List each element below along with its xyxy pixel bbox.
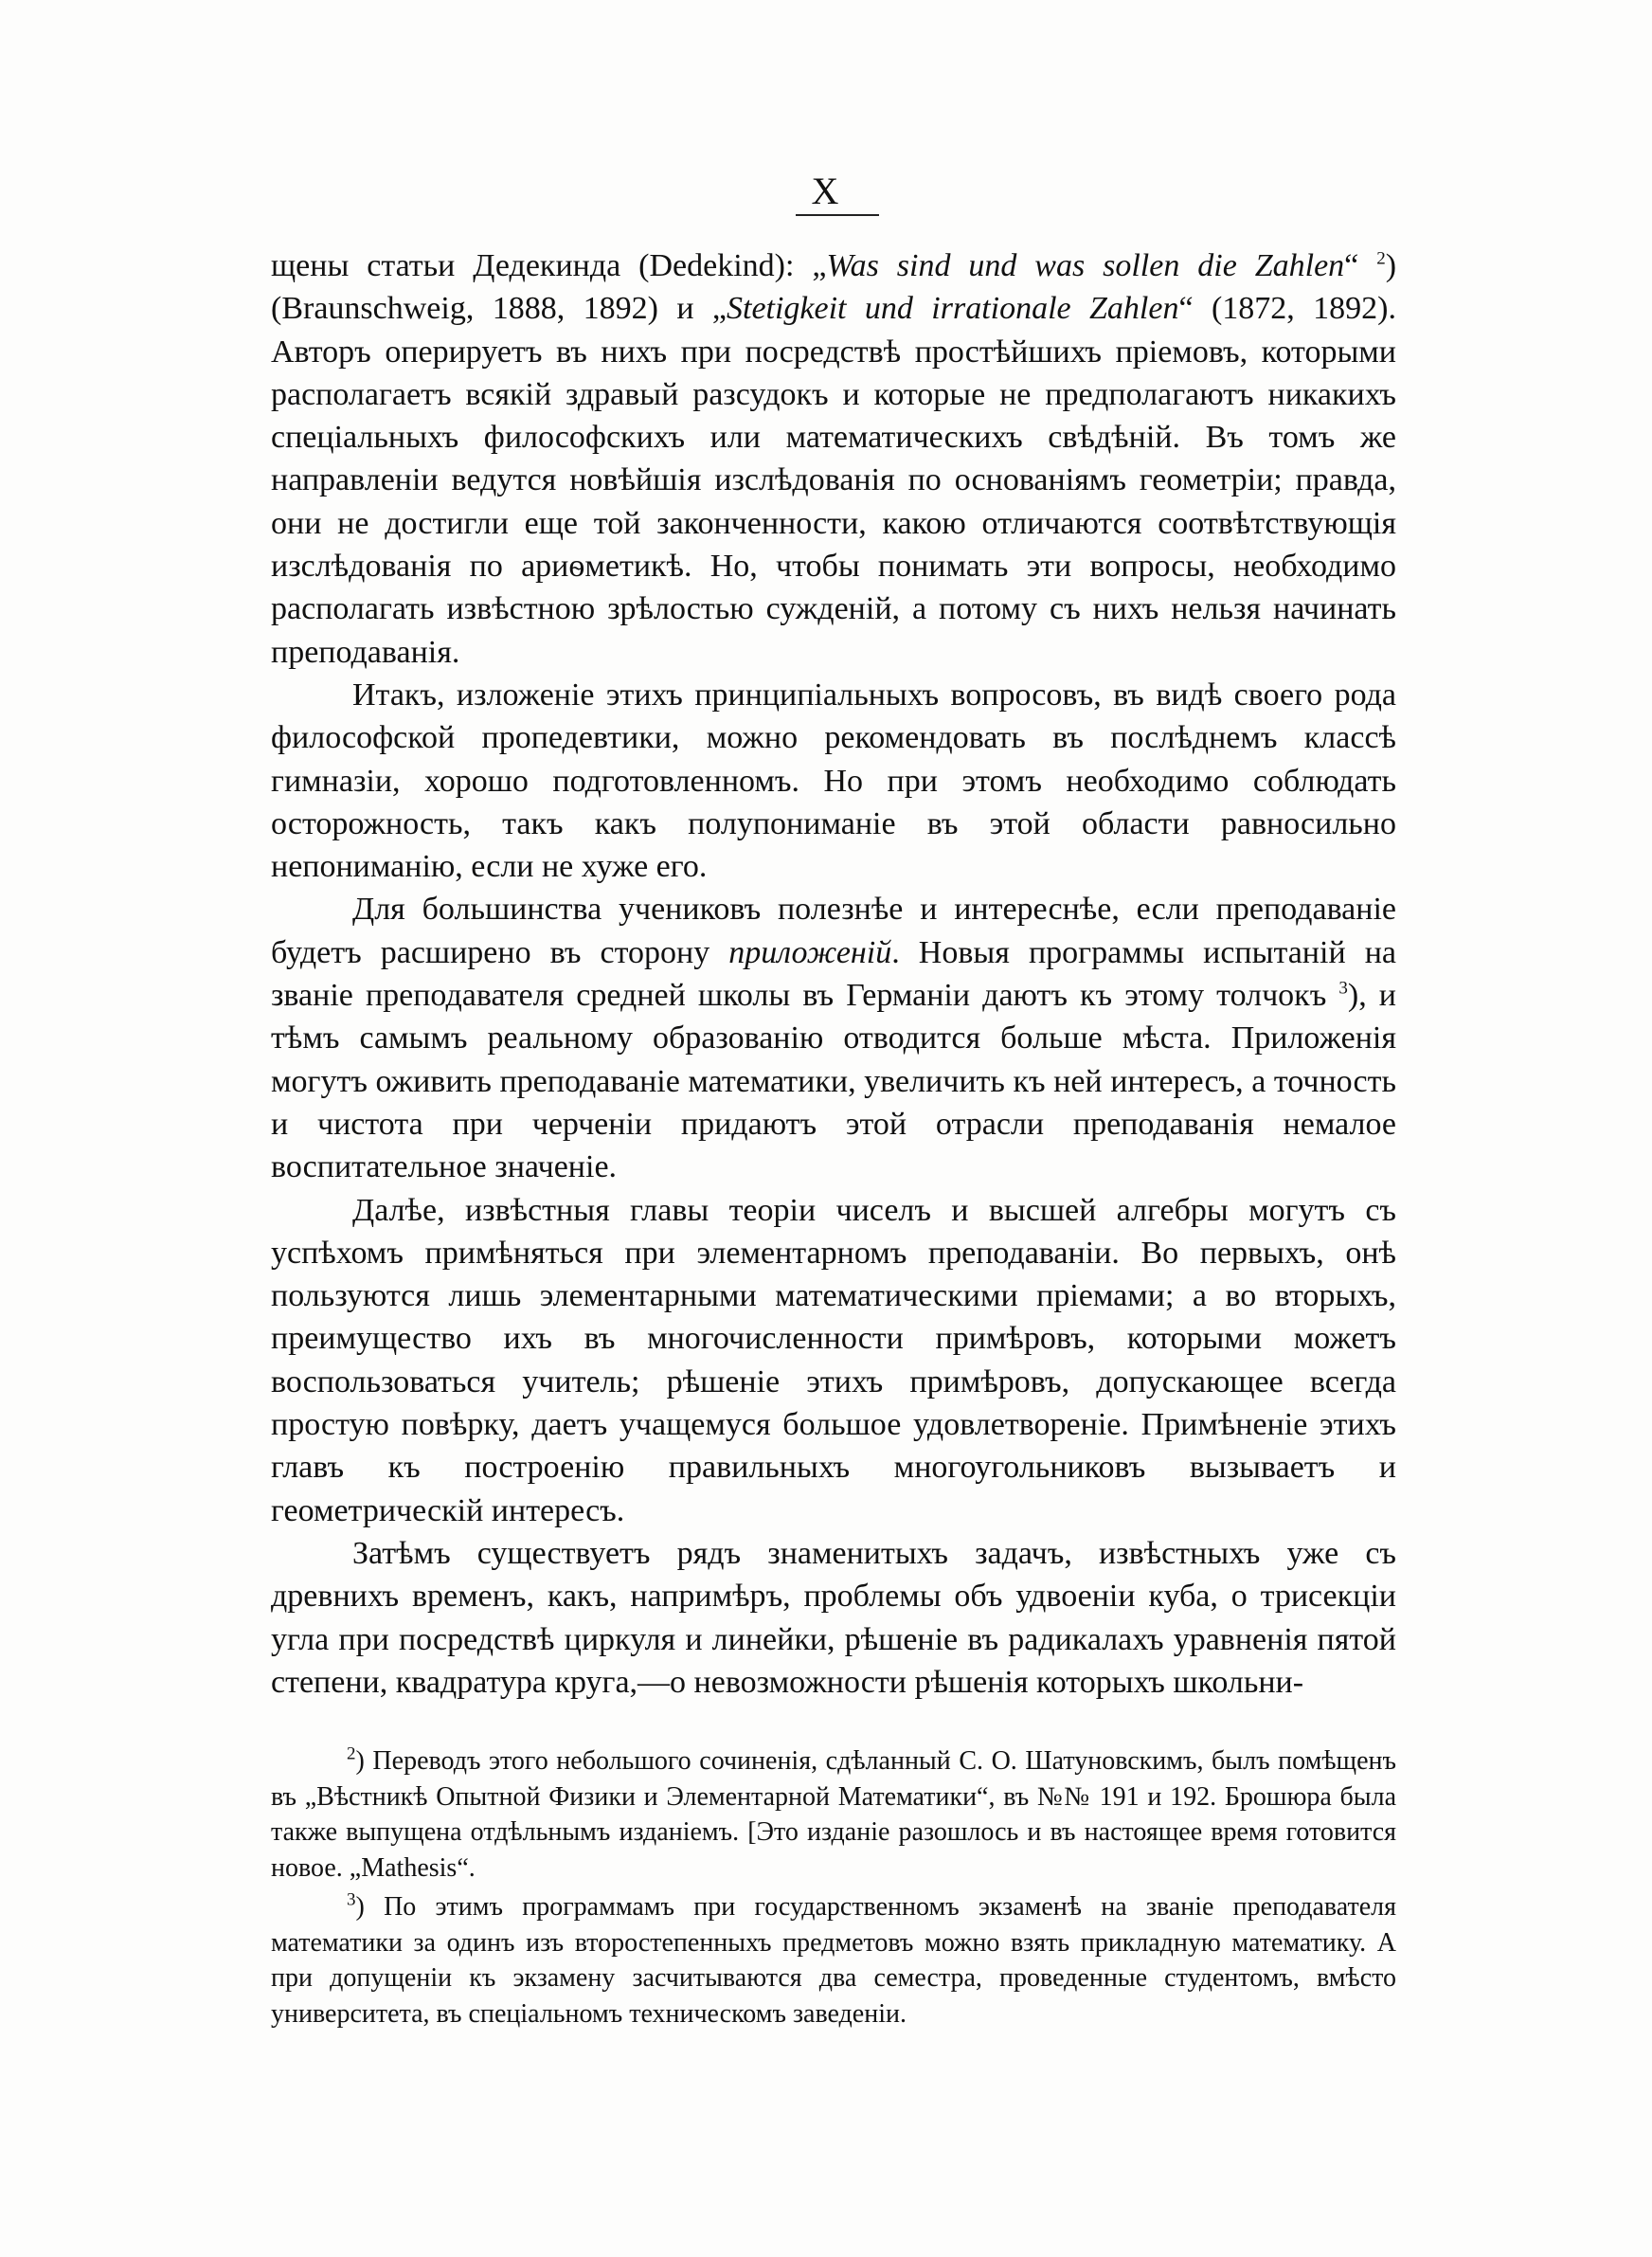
book-title-italic: Was sind und was sollen die Zahlen [826,248,1345,283]
footnote [271,1743,1396,1886]
footnote-text: ) По этимъ программамъ при государственномъ экзаменѣ на званіе преподавателя математики за одинъ изъ второстепенныхъ предметовъ можно взять прикладную математику. А при допущеніи къ экзамену засчитываются два семестра, проведенные студентомъ, вмѣсто университета, въ спеціальномъ техническомъ заведеніи. [271,1892,1396,2029]
paragraph-text: Для большинства учениковъ полезнѣе и интереснѣе, если преподаваніе будетъ расширено въ сторону [271,892,1396,970]
footnote-mark: 2 [347,1743,356,1764]
paragraph: Итакъ, изложеніе этихъ принципіальныхъ вопросовъ, въ видѣ своего рода философской пропедевтики, можно рекомендовать въ послѣднемъ классѣ гимназіи, хорошо подготовленномъ. Но при этомъ необходимо соблюдать осторожность, такъ какъ полупониманіе въ этой области равносильно непониманію, если не хуже его. [271,677,1396,885]
main-text [271,244,1396,1704]
footnote-reference: 3 [1338,978,1348,999]
paragraph-continued [271,244,1396,674]
footnote-mark: 3 [347,1889,356,1910]
emphasis-italic: приложеній [728,934,892,970]
footnote-text: ) Переводъ этого небольшого сочиненія, сдѣланный С. О. Шатуновскимъ, былъ помѣщенъ въ „Вѣстникѣ Опытной Физики и Элементарной Математики“, въ №№ 191 и 192. Брошюра была также выпущена отдѣльнымъ изданіемъ. [Это изданіе разошлось и въ настоящее время готовится новое. „Mathesis“. [271,1746,1396,1883]
paragraph-text: щены статьи Дедекинда (Dedekind): „ [271,248,827,283]
book-title-italic: Stetigkeit und irrationale Zahlen [727,291,1179,327]
page-number-rule [796,214,879,216]
paragraph-text: ), и тѣмъ самымъ реальному образованію отводится больше мѣста. Приложенія могутъ оживить преподаваніе математики, увеличить къ ней интересъ, а точность и чистота при черченіи придаютъ этой отрасли преподаванія немалое воспитательное значеніе. [271,978,1396,1185]
page-number: X [811,170,841,212]
paragraph-text: “ [1344,248,1377,283]
footnote-reference: 2 [1376,248,1386,269]
paragraph: Затѣмъ существуетъ рядъ знаменитыхъ задачъ, извѣстныхъ уже съ древнихъ временъ, какъ, напримѣръ, проблемы объ удвоеніи куба, о трисекціи угла при посредствѣ циркуля и линейки, рѣшеніе въ радикалахъ уравненія пятой степени, квадратура круга,—о невозможности рѣшенія которыхъ школьни- [271,1535,1396,1700]
paragraph-text: . Новыя программы испытаній на званіе преподавателя средней школы въ Германіи даютъ къ этому толчокъ [271,934,1396,1014]
paragraph-text: ) (Braunschweig, 1888, 1892) и „ [271,248,1397,327]
paragraph: Далѣе, извѣстныя главы теоріи чиселъ и высшей алгебры могутъ съ успѣхомъ примѣняться при элементарномъ преподаваніи. Во первыхъ, онѣ пользуются лишь элементарными математическими пріемами; а во вторыхъ, преимущество ихъ въ многочисленности примѣровъ, которыми можетъ воспользоваться учитель; рѣшеніе этихъ примѣровъ, допускающее всегда простую повѣрку, даетъ учащемуся большое удовлетвореніе. Примѣненіе этихъ главъ къ построенію правильныхъ многоугольниковъ вызываетъ и геометрическій интересъ. [271,1192,1396,1528]
footnotes [271,1743,1396,2035]
paragraph-text: “ (1872, 1892). Авторъ оперируетъ въ нихъ при посредствѣ простѣйшихъ пріемовъ, которыми располагаетъ всякій здравый разсудокъ и которые не предполагаютъ никакихъ спеціальныхъ философскихъ или математическихъ свѣдѣній. Въ томъ же направленіи ведутся новѣйшія изслѣдованія по основаніямъ геометріи; правда, они не достигли еще той законченности, какою отличаются соотвѣтствующія изслѣдованія по ариѳметикѣ. Но, чтобы понимать эти вопросы, необходимо располагать извѣстною зрѣлостью сужденій, а потому съ нихъ нельзя начинать преподаванія. [271,291,1396,670]
footnote [271,1889,1396,2031]
paragraph [271,888,1396,1188]
